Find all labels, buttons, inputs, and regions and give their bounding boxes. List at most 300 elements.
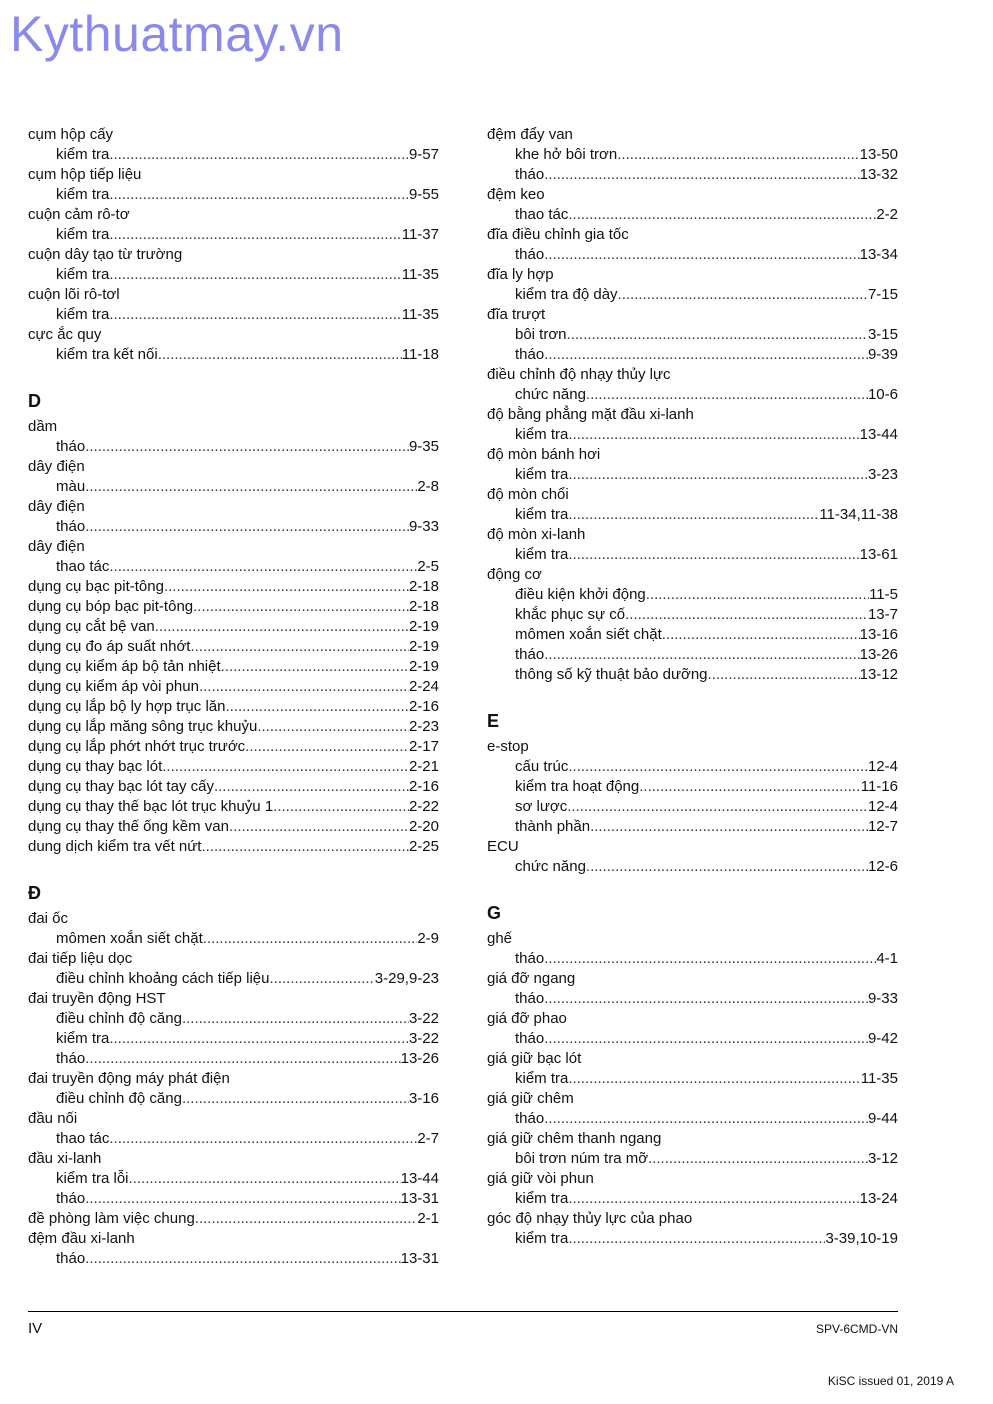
index-subentry (487, 797, 898, 817)
entry-label: kiểm tra (56, 186, 110, 203)
entry-label: dụng cụ thay thế ống kềm van (28, 818, 229, 835)
dot-leader (164, 577, 409, 597)
page-reference: 2-19 (408, 638, 439, 655)
index-heading: cực ắc quy (28, 326, 102, 343)
index-heading: ECU (487, 838, 519, 855)
index-entry (28, 697, 439, 717)
index-subentry (487, 245, 898, 265)
page-reference: 2-24 (408, 678, 439, 695)
dot-leader (568, 757, 868, 777)
page-reference: 2-5 (417, 558, 439, 575)
page-reference: 12-7 (867, 818, 898, 835)
entry-label: chức năng (515, 858, 586, 875)
dot-leader (639, 777, 860, 797)
index-subentry (487, 1229, 898, 1249)
dot-leader (193, 597, 409, 617)
index-heading: cuộn cảm rô-tơ (28, 206, 130, 223)
page-reference: 11-35 (401, 306, 439, 323)
index-subentry (28, 1029, 439, 1049)
dot-leader (568, 1069, 860, 1089)
index-heading: đai truyền động máy phát điện (28, 1070, 230, 1087)
page-reference: 13-12 (859, 666, 898, 683)
index-subentry (487, 757, 898, 777)
dot-leader (544, 245, 859, 265)
index-subentry (487, 205, 898, 225)
page-reference: 11-5 (869, 586, 898, 603)
index-entry (28, 777, 439, 797)
dot-leader (85, 1049, 400, 1069)
index-heading: giá giữ chêm thanh ngang (487, 1130, 662, 1147)
index-subentry (487, 857, 898, 877)
index-heading: giá đỡ ngang (487, 970, 576, 987)
index-subentry (487, 1149, 898, 1169)
dot-leader (199, 677, 409, 697)
page-reference: 13-61 (859, 546, 898, 563)
entry-label: kiểm tra (515, 1070, 569, 1087)
dot-leader (158, 345, 402, 365)
page-reference: 2-20 (408, 818, 439, 835)
index-subentry (487, 145, 898, 165)
page-reference: 13-16 (859, 626, 898, 643)
index-entry (28, 797, 439, 817)
entry-label: thông số kỹ thuật bảo dưỡng (515, 666, 708, 683)
dot-leader (568, 425, 859, 445)
index-subentry (28, 225, 439, 245)
page-reference: 13-44 (859, 426, 898, 443)
entry-label: tháo (515, 950, 545, 967)
dot-leader (544, 989, 868, 1009)
index-entry (28, 617, 439, 637)
entry-label: kiểm tra lỗi (56, 1170, 129, 1187)
entry-label: dụng cụ lắp bộ ly hợp trục lăn (28, 698, 226, 715)
page-reference: 13-32 (859, 166, 898, 183)
index-heading: góc độ nhạy thủy lực của phao (487, 1210, 693, 1227)
page-reference: 10-6 (867, 386, 898, 403)
entry-label: kiểm tra (515, 546, 569, 563)
page-reference: 2-2 (876, 206, 898, 223)
entry-label: kiểm tra (515, 1190, 569, 1207)
index-heading: đĩa ly hợp (487, 266, 554, 283)
index-heading: giá đỡ phao (487, 1010, 567, 1027)
page-reference: 3-16 (408, 1090, 439, 1107)
index-subentry (487, 817, 898, 837)
index-heading: dây điện (28, 458, 85, 475)
page-reference: 2-7 (417, 1130, 439, 1147)
index-entry (28, 677, 439, 697)
index-entry (28, 817, 439, 837)
page-reference: 7-15 (867, 286, 898, 303)
dot-leader (544, 1029, 868, 1049)
dot-leader (618, 285, 868, 305)
dot-leader (567, 797, 868, 817)
index-subentry (28, 1169, 439, 1189)
entry-label: dụng cụ đo áp suất nhớt (28, 638, 191, 655)
index-heading: độ mòn xi-lanh (487, 526, 586, 543)
dot-leader (109, 305, 401, 325)
index-entry (28, 837, 439, 857)
section-letter: G (487, 903, 502, 923)
index-heading: đệm keo (487, 186, 545, 203)
dot-leader (708, 665, 860, 685)
index-subentry (487, 505, 898, 525)
entry-label: mômen xoắn siết chặt (56, 930, 203, 947)
page-reference: 13-26 (400, 1050, 439, 1067)
index-heading: độ mòn bánh hơi (487, 446, 601, 463)
entry-label: dụng cụ cắt bệ van (28, 618, 155, 635)
page-reference: 12-4 (867, 758, 898, 775)
document-code: SPV-6CMD-VN (815, 1322, 898, 1336)
index-subentry (28, 969, 439, 989)
page-reference: 3-22 (408, 1010, 439, 1027)
entry-label: dụng cụ kiểm áp vòi phun (28, 678, 199, 695)
page-reference: 2-18 (408, 598, 439, 615)
entry-label: sơ lược (515, 798, 568, 815)
index-heading: giá giữ vòi phun (487, 1170, 594, 1187)
index-heading: dây điện (28, 498, 85, 515)
page-reference: 2-1 (417, 1210, 439, 1227)
entry-label: thành phần (515, 818, 591, 835)
dot-leader (190, 637, 409, 657)
dot-leader (568, 205, 876, 225)
dot-leader (586, 385, 868, 405)
entry-label: đề phòng làm việc chung (28, 1210, 195, 1227)
page-reference: 9-55 (408, 186, 439, 203)
index-subentry (28, 305, 439, 325)
dot-leader (270, 969, 375, 989)
page-reference: 2-23 (408, 718, 439, 735)
entry-label: bôi trơn (515, 326, 567, 343)
page-reference: 2-17 (408, 738, 439, 755)
dot-leader (245, 737, 409, 757)
entry-label: khe hở bôi trơn (515, 146, 618, 163)
page-reference: 3-39,10-19 (825, 1230, 898, 1247)
dot-leader (544, 949, 876, 969)
index-column-right (487, 125, 898, 1249)
entry-label: bôi trơn núm tra mỡ (515, 1150, 649, 1167)
dot-leader (85, 437, 409, 457)
dot-leader (203, 929, 418, 949)
entry-label: khắc phục sự cố (515, 606, 626, 623)
dot-leader (201, 837, 409, 857)
index-subentry (28, 1249, 439, 1269)
dot-leader (568, 1229, 825, 1249)
page-reference: 3-23 (867, 466, 898, 483)
entry-label: kiểm tra (56, 266, 110, 283)
page-reference: 13-34 (859, 246, 898, 263)
page-number: IV (28, 1320, 43, 1337)
entry-label: tháo (515, 246, 545, 263)
index-subentry (487, 625, 898, 645)
index-heading: đai truyền động HST (28, 990, 166, 1007)
page-reference: 12-6 (867, 858, 898, 875)
dot-leader (214, 777, 409, 797)
entry-label: tháo (56, 518, 86, 535)
dot-leader (221, 657, 409, 677)
page-reference: 13-31 (400, 1190, 439, 1207)
dot-leader (568, 545, 859, 565)
page-reference: 2-8 (417, 478, 439, 495)
dot-leader (109, 265, 401, 285)
page-reference: 13-31 (400, 1250, 439, 1267)
page-reference: 9-42 (867, 1030, 898, 1047)
index-heading: độ mòn chổi (487, 486, 569, 503)
index-column-left (28, 125, 439, 1269)
index-entry (28, 637, 439, 657)
entry-label: kiểm tra (515, 1230, 569, 1247)
entry-label: dụng cụ thay thế bạc lót trục khuỷu 1 (28, 798, 274, 815)
index-heading: cuộn lõi rô-tơl (28, 286, 120, 303)
dot-leader (85, 477, 417, 497)
entry-label: tháo (56, 1250, 86, 1267)
index-subentry (28, 1129, 439, 1149)
dot-leader (182, 1089, 409, 1109)
entry-label: tháo (515, 346, 545, 363)
page-reference: 11-37 (401, 226, 439, 243)
entry-label: kiểm tra độ dày (515, 286, 618, 303)
dot-leader (109, 145, 409, 165)
dot-leader (109, 225, 401, 245)
index-subentry (28, 345, 439, 365)
page-reference: 2-9 (417, 930, 439, 947)
entry-label: chức năng (515, 386, 586, 403)
index-subentry (487, 325, 898, 345)
dot-leader (225, 697, 409, 717)
entry-label: tháo (515, 166, 545, 183)
page-reference: 11-35 (401, 266, 439, 283)
entry-label: dụng cụ thay bạc lót tay cấy (28, 778, 214, 795)
dot-leader (568, 465, 868, 485)
entry-label: tháo (515, 646, 545, 663)
entry-label: kiểm tra (56, 226, 110, 243)
index-heading: điều chỉnh độ nhạy thủy lực (487, 366, 671, 383)
dot-leader (162, 757, 409, 777)
page-reference: 9-33 (867, 990, 898, 1007)
index-heading: đĩa trượt (487, 306, 546, 323)
index-subentry (487, 645, 898, 665)
page-reference: 13-26 (859, 646, 898, 663)
dot-leader (85, 1189, 400, 1209)
index-heading: cụm hộp cấy (28, 126, 114, 143)
entry-label: dụng cụ lắp măng sông trục khuỷu (28, 718, 258, 735)
page-reference: 11-34,11-38 (819, 506, 898, 523)
index-subentry (28, 517, 439, 537)
index-subentry (28, 185, 439, 205)
index-subentry (487, 585, 898, 605)
index-subentry (28, 1049, 439, 1069)
page-reference: 9-33 (408, 518, 439, 535)
dot-leader (109, 185, 409, 205)
dot-leader (544, 165, 859, 185)
index-subentry (28, 557, 439, 577)
index-subentry (28, 1089, 439, 1109)
page-reference: 4-1 (876, 950, 898, 967)
dot-leader (648, 1149, 868, 1169)
dot-leader (646, 585, 869, 605)
page-reference: 2-21 (408, 758, 439, 775)
index-entry (28, 1209, 439, 1229)
index-subentry (487, 1189, 898, 1209)
dot-leader (586, 857, 868, 877)
page-reference: 2-19 (408, 618, 439, 635)
page-reference: 13-44 (400, 1170, 439, 1187)
page-reference: 13-50 (859, 146, 898, 163)
entry-label: kiểm tra (56, 1030, 110, 1047)
entry-label: thao tác (56, 1130, 110, 1147)
entry-label: điều chỉnh khoảng cách tiếp liệu (56, 970, 270, 987)
page-reference: 12-4 (867, 798, 898, 815)
page-reference: 2-19 (408, 658, 439, 675)
page-reference: 11-16 (860, 778, 898, 795)
page-reference: 2-18 (408, 578, 439, 595)
page-reference: 9-44 (867, 1110, 898, 1127)
dot-leader (617, 145, 859, 165)
dot-leader (229, 817, 409, 837)
index-subentry (28, 265, 439, 285)
index-subentry (28, 145, 439, 165)
entry-label: điều chỉnh độ căng (56, 1090, 182, 1107)
page-reference: 13-7 (867, 606, 898, 623)
dot-leader (273, 797, 409, 817)
index-subentry (487, 345, 898, 365)
index-subentry (28, 929, 439, 949)
index-heading: đệm đầu xi-lanh (28, 1230, 135, 1247)
page-reference: 3-22 (408, 1030, 439, 1047)
entry-label: kiểm tra (515, 426, 569, 443)
dot-leader (182, 1009, 409, 1029)
entry-label: cấu trúc (515, 758, 569, 775)
dot-leader (257, 717, 409, 737)
dot-leader (590, 817, 868, 837)
page-reference: 3-15 (867, 326, 898, 343)
dot-leader (109, 557, 417, 577)
index-subentry (28, 1009, 439, 1029)
entry-label: điều chỉnh độ căng (56, 1010, 182, 1027)
index-entry (28, 757, 439, 777)
entry-label: kiểm tra (515, 466, 569, 483)
index-subentry (487, 1029, 898, 1049)
entry-label: kiểm tra (56, 146, 110, 163)
footer-divider (28, 1311, 898, 1312)
entry-label: kiểm tra hoạt động (515, 778, 640, 795)
dot-leader (662, 625, 860, 645)
index-subentry (487, 1069, 898, 1089)
section-letter: Đ (28, 883, 41, 903)
index-subentry (487, 165, 898, 185)
section-letter: E (487, 711, 500, 731)
dot-leader (625, 605, 868, 625)
page-reference: 2-16 (408, 778, 439, 795)
entry-label: thao tác (515, 206, 569, 223)
index-entry (28, 577, 439, 597)
page-reference: 13-24 (859, 1190, 898, 1207)
dot-leader (109, 1029, 409, 1049)
dot-leader (85, 1249, 400, 1269)
index-entry (28, 737, 439, 757)
dot-leader (568, 1189, 859, 1209)
index-heading: e-stop (487, 738, 529, 755)
index-subentry (487, 465, 898, 485)
index-subentry (487, 777, 898, 797)
page-reference: 3-12 (867, 1150, 898, 1167)
index-entry (28, 717, 439, 737)
page-reference: 9-57 (408, 146, 439, 163)
index-heading: động cơ (487, 566, 542, 583)
index-heading: cuộn dây tạo từ trường (28, 246, 183, 263)
entry-label: tháo (515, 1030, 545, 1047)
index-entry (28, 657, 439, 677)
index-heading: đầu nối (28, 1110, 78, 1127)
index-subentry (487, 545, 898, 565)
page-reference: 2-25 (408, 838, 439, 855)
index-heading: đệm đẩy van (487, 126, 573, 143)
entry-label: kiểm tra (56, 306, 110, 323)
index-heading: đĩa điều chỉnh gia tốc (487, 226, 629, 243)
entry-label: kiểm tra kết nối (56, 346, 158, 363)
entry-label: tháo (56, 1050, 86, 1067)
entry-label: tháo (56, 438, 86, 455)
index-heading: cụm hộp tiếp liệu (28, 166, 142, 183)
index-heading: đai tiếp liệu dọc (28, 950, 133, 967)
entry-label: mômen xoắn siết chặt (515, 626, 662, 643)
dot-leader (568, 505, 819, 525)
dot-leader (155, 617, 409, 637)
index-subentry (487, 989, 898, 1009)
entry-label: dung dịch kiểm tra vết nứt (28, 838, 202, 855)
index-subentry (487, 425, 898, 445)
index-subentry (487, 385, 898, 405)
dot-leader (195, 1209, 418, 1229)
index-subentry (28, 1189, 439, 1209)
index-heading: ghế (487, 930, 513, 947)
entry-label: dụng cụ kiểm áp bộ tản nhiệt (28, 658, 221, 675)
page-reference: 2-22 (408, 798, 439, 815)
page-reference: 11-18 (401, 346, 439, 363)
index-subentry (487, 285, 898, 305)
entry-label: dụng cụ lắp phớt nhớt trục trước (28, 738, 246, 755)
index-subentry (28, 437, 439, 457)
entry-label: tháo (515, 990, 545, 1007)
entry-label: dụng cụ bạc pit-tông (28, 578, 164, 595)
index-heading: giá giữ chêm (487, 1090, 574, 1107)
index-heading: độ bằng phẳng mặt đầu xi-lanh (487, 406, 694, 423)
entry-label: thao tác (56, 558, 110, 575)
dot-leader (109, 1129, 417, 1149)
dot-leader (544, 1109, 868, 1129)
entry-label: màu (56, 478, 86, 495)
entry-label: kiểm tra (515, 506, 569, 523)
index-subentry (487, 1109, 898, 1129)
watermark-logo: Kythuatmay.vn (10, 6, 344, 62)
entry-label: tháo (515, 1110, 545, 1127)
entry-label: điều kiện khởi động (515, 586, 646, 603)
index-heading: đầu xi-lanh (28, 1150, 102, 1167)
page-reference: 3-29,9-23 (374, 970, 439, 987)
issue-note: KiSC issued 01, 2019 A (827, 1374, 954, 1388)
dot-leader (544, 345, 868, 365)
dot-leader (85, 517, 409, 537)
page-reference: 9-39 (867, 346, 898, 363)
section-letter: D (28, 391, 41, 411)
index-entry (28, 597, 439, 617)
index-heading: dây điện (28, 538, 85, 555)
dot-leader (544, 645, 859, 665)
index-heading: dầm (28, 418, 58, 435)
page-reference: 11-35 (860, 1070, 898, 1087)
page-reference: 2-16 (408, 698, 439, 715)
entry-label: dụng cụ thay bạc lót (28, 758, 163, 775)
index-subentry (487, 665, 898, 685)
index-subentry (28, 477, 439, 497)
